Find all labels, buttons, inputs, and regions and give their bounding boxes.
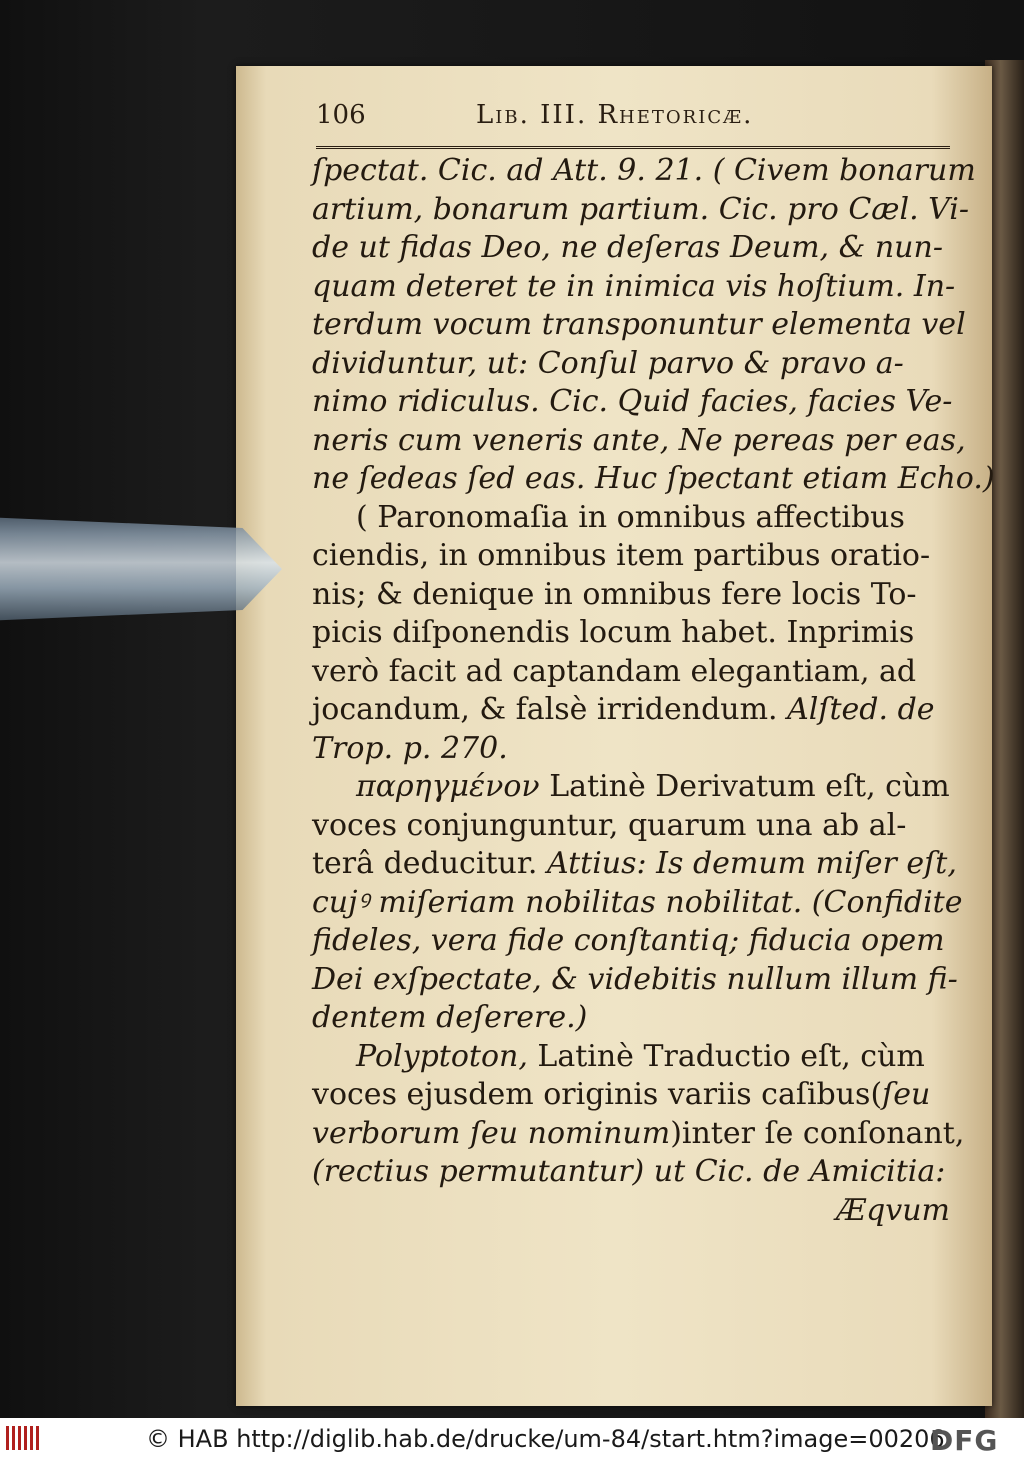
header-rule <box>316 146 950 149</box>
text-segment: verò facit ad captandam elegantiam, ad <box>312 653 917 689</box>
text-segment: quam deteret te in inimica vis hoſtium. In- <box>312 268 956 304</box>
text-line <box>312 191 970 230</box>
text-segment: nis; & denique in omnibus fere locis To- <box>312 576 917 612</box>
text-segment: jocandum, & falsè irridendum. <box>312 692 788 727</box>
text-segment: ſeu <box>882 1077 931 1112</box>
text-line <box>312 999 950 1038</box>
text-segment: verborum ſeu nominum <box>312 1115 671 1151</box>
text-segment: Dei exſpectate, & videbitis nullum illum fi- <box>312 961 958 997</box>
text-segment: terdum vocum transponuntur elementa vel <box>312 307 966 342</box>
text-segment: picis diſponendis locum habet. Inprimis <box>312 615 915 650</box>
text-segment: ſpectat. Cic. ad Att. 9. 21. ( Civem bonarum <box>312 153 976 188</box>
text-line <box>312 383 953 422</box>
text-line <box>312 460 995 499</box>
text-segment: ciendis, in omnibus item partibus oratio- <box>312 538 931 573</box>
text-segment: Alſted. de <box>787 692 935 727</box>
footer-bar <box>0 1418 1024 1458</box>
text-segment: voces ejusdem originis variis caſibus( <box>312 1077 883 1112</box>
dfg-logo: DFG <box>930 1424 999 1457</box>
text-line <box>312 268 956 307</box>
text-line <box>312 845 957 884</box>
text-segment: Attius: Is demum miſer eſt, <box>546 846 957 881</box>
text-segment: Latinè Derivatum eſt, cùm <box>549 769 950 804</box>
text-segment: neris cum veneris ante, Ne pereas per eas, <box>312 422 966 458</box>
text-line <box>312 730 950 769</box>
text-line <box>312 422 966 461</box>
text-segment: terâ deducitur. <box>312 846 547 881</box>
page-header <box>316 100 946 140</box>
text-line <box>312 768 950 807</box>
text-line <box>312 1038 950 1077</box>
text-segment: voces conjunguntur, quarum una ab al- <box>312 807 907 843</box>
source-link[interactable]: © HAB http://diglib.hab.de/drucke/um-84/start.htm?image=00206 <box>146 1425 945 1453</box>
text-segment: nimo ridiculus. Cic. Quid facies, facies Ve- <box>312 384 953 419</box>
text-segment: de ut fidas Deo, ne deſeras Deum, & nun- <box>312 230 943 265</box>
body-text <box>312 152 995 1230</box>
text-line <box>312 961 958 1000</box>
text-line <box>312 229 950 268</box>
text-segment: παρηγμένον <box>356 769 550 804</box>
text-line <box>312 1192 950 1231</box>
text-line <box>312 499 950 538</box>
text-line <box>312 537 950 576</box>
text-segment: Latinè Traductio eſt, cùm <box>537 1038 925 1074</box>
text-line <box>312 922 950 961</box>
text-line <box>312 576 950 615</box>
text-line <box>312 653 950 692</box>
text-line <box>312 345 950 384</box>
page-number: 106 <box>316 100 366 130</box>
text-line <box>312 152 976 191</box>
barcode-icon <box>6 1426 42 1450</box>
text-segment: fideles, vera fide conſtantiq; fiducia opem <box>312 923 945 958</box>
text-segment: cujꝰ miſeriam nobilitas nobilitat. (Confidite <box>312 884 963 920</box>
text-line <box>312 884 963 923</box>
text-line <box>312 1076 950 1115</box>
text-segment: ne ſedeas ſed eas. Huc ſpectant etiam Echo.) <box>312 461 995 496</box>
text-line <box>312 1153 950 1192</box>
text-segment: dividuntur, ut: Conſul parvo & pravo a- <box>312 345 904 381</box>
running-head: Lib. III. Rhetoricæ. <box>476 100 754 130</box>
text-segment: Æqvum <box>836 1192 950 1228</box>
text-segment: (rectius permutantur) ut Cic. de Amicitia: <box>312 1154 946 1189</box>
text-segment: dentem deſerere.) <box>312 1000 588 1035</box>
text-line <box>312 614 950 653</box>
text-line <box>312 691 950 730</box>
text-line <box>312 807 950 846</box>
text-line <box>312 1115 965 1154</box>
text-segment: )inter ſe conſonant, <box>670 1115 965 1151</box>
text-segment: Trop. p. 270. <box>312 730 508 766</box>
text-segment: Polyptoton, <box>356 1038 538 1074</box>
text-line <box>312 306 966 345</box>
text-segment: ( Paronomaſia in omnibus affectibus <box>356 499 905 535</box>
text-segment: artium, bonarum partium. Cic. pro Cæl. Vi- <box>312 191 970 227</box>
